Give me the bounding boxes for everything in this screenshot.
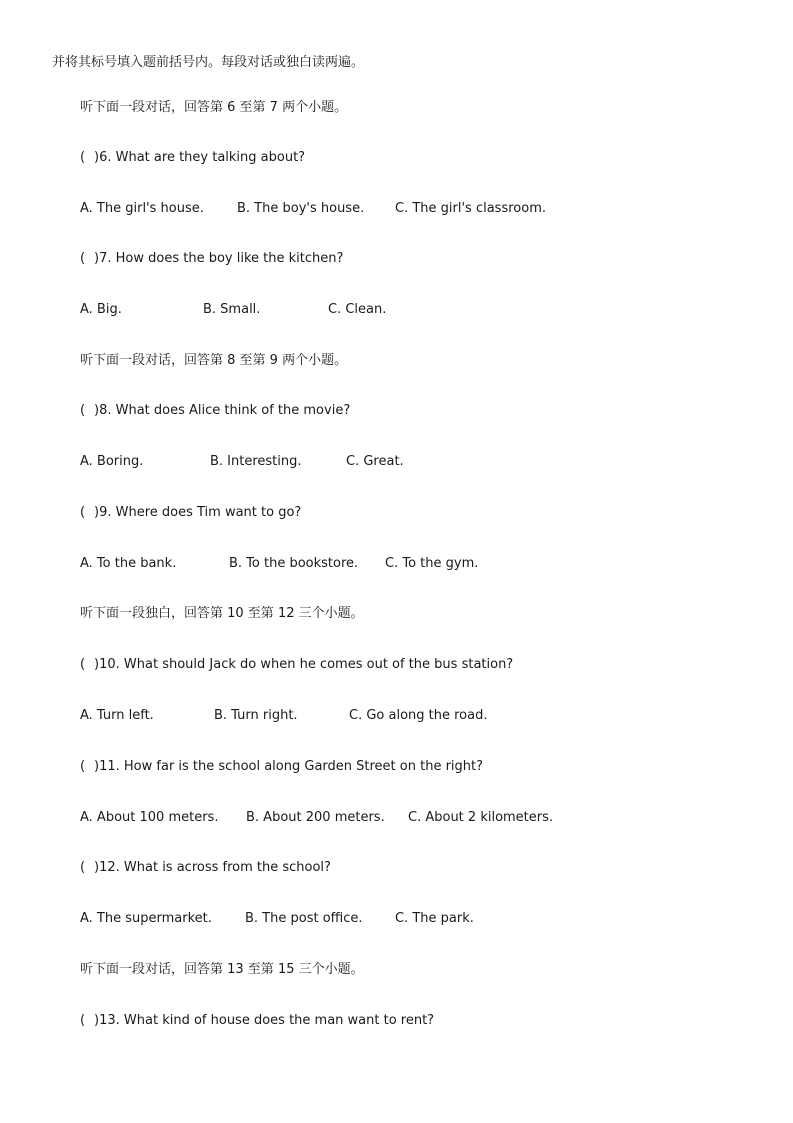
question-12 — [80, 859, 331, 877]
option-b: B. Turn right. — [214, 708, 298, 723]
answer-bracket-open[interactable]: ( — [80, 860, 86, 875]
section-heading: 听下面一段对话，回答第 8 至第 9 两个小题。 — [80, 353, 348, 368]
option-b: B. Small. — [203, 302, 261, 317]
question-text: Where does Tim want to go? — [115, 505, 302, 520]
question-text: How far is the school along Garden Street on the right? — [123, 759, 484, 774]
option-a: A. Boring. — [80, 454, 144, 469]
section-heading: 听下面一段独白，回答第 10 至第 12 三个小题。 — [80, 606, 364, 621]
question-6 — [80, 149, 305, 167]
question-8 — [80, 402, 350, 420]
answer-bracket-close: ) — [94, 150, 100, 165]
question-number: 13. — [99, 1013, 120, 1028]
question-number: 12. — [99, 860, 120, 875]
option-c: C. Great. — [346, 454, 404, 469]
answer-bracket-close: ) — [94, 1013, 100, 1028]
option-b: B. The post office. — [245, 911, 363, 926]
question-text: What is across from the school? — [123, 860, 331, 875]
answer-bracket-open[interactable]: ( — [80, 251, 86, 266]
option-a: A. The supermarket. — [80, 911, 212, 926]
option-c: C. Clean. — [328, 302, 387, 317]
option-b: B. About 200 meters. — [246, 810, 385, 825]
question-9 — [80, 504, 301, 522]
answer-bracket-open[interactable]: ( — [80, 403, 86, 418]
option-a: A. Turn left. — [80, 708, 154, 723]
option-a: A. To the bank. — [80, 556, 177, 571]
question-number: 6. — [99, 150, 112, 165]
answer-bracket-close: ) — [94, 759, 100, 774]
answer-bracket-close: ) — [94, 860, 100, 875]
question-13 — [80, 1012, 434, 1030]
question-text: What should Jack do when he comes out of the bus station? — [123, 657, 514, 672]
question-11 — [80, 758, 483, 776]
option-c: C. To the gym. — [385, 556, 479, 571]
answer-bracket-open[interactable]: ( — [80, 759, 86, 774]
answer-bracket-close: ) — [94, 403, 100, 418]
question-text: How does the boy like the kitchen? — [115, 251, 344, 266]
question-number: 10. — [99, 657, 120, 672]
answer-bracket-open[interactable]: ( — [80, 505, 86, 520]
answer-bracket-close: ) — [94, 657, 100, 672]
option-b: B. The boy's house. — [237, 201, 365, 216]
question-number: 11. — [99, 759, 120, 774]
option-c: C. About 2 kilometers. — [408, 810, 554, 825]
answer-bracket-open[interactable]: ( — [80, 1013, 86, 1028]
instruction-text: 并将其标号填入题前括号内。每段对话或独白读两遍。 — [52, 55, 365, 70]
answer-bracket-close: ) — [94, 251, 100, 266]
option-a: A. The girl's house. — [80, 201, 204, 216]
section-heading: 听下面一段对话，回答第 13 至第 15 三个小题。 — [80, 962, 364, 977]
question-10 — [80, 656, 513, 674]
answer-bracket-open[interactable]: ( — [80, 150, 86, 165]
question-7 — [80, 250, 343, 268]
option-c: C. The park. — [395, 911, 474, 926]
question-text: What does Alice think of the movie? — [115, 403, 351, 418]
question-text: What are they talking about? — [115, 150, 306, 165]
question-number: 8. — [99, 403, 112, 418]
option-b: B. Interesting. — [210, 454, 302, 469]
section-heading: 听下面一段对话，回答第 6 至第 7 两个小题。 — [80, 100, 348, 115]
answer-bracket-open[interactable]: ( — [80, 657, 86, 672]
question-number: 9. — [99, 505, 112, 520]
option-a: A. Big. — [80, 302, 122, 317]
option-b: B. To the bookstore. — [229, 556, 359, 571]
answer-bracket-close: ) — [94, 505, 100, 520]
option-c: C. Go along the road. — [349, 708, 488, 723]
question-text: What kind of house does the man want to rent? — [123, 1013, 435, 1028]
option-c: C. The girl's classroom. — [395, 201, 546, 216]
option-a: A. About 100 meters. — [80, 810, 219, 825]
question-number: 7. — [99, 251, 112, 266]
